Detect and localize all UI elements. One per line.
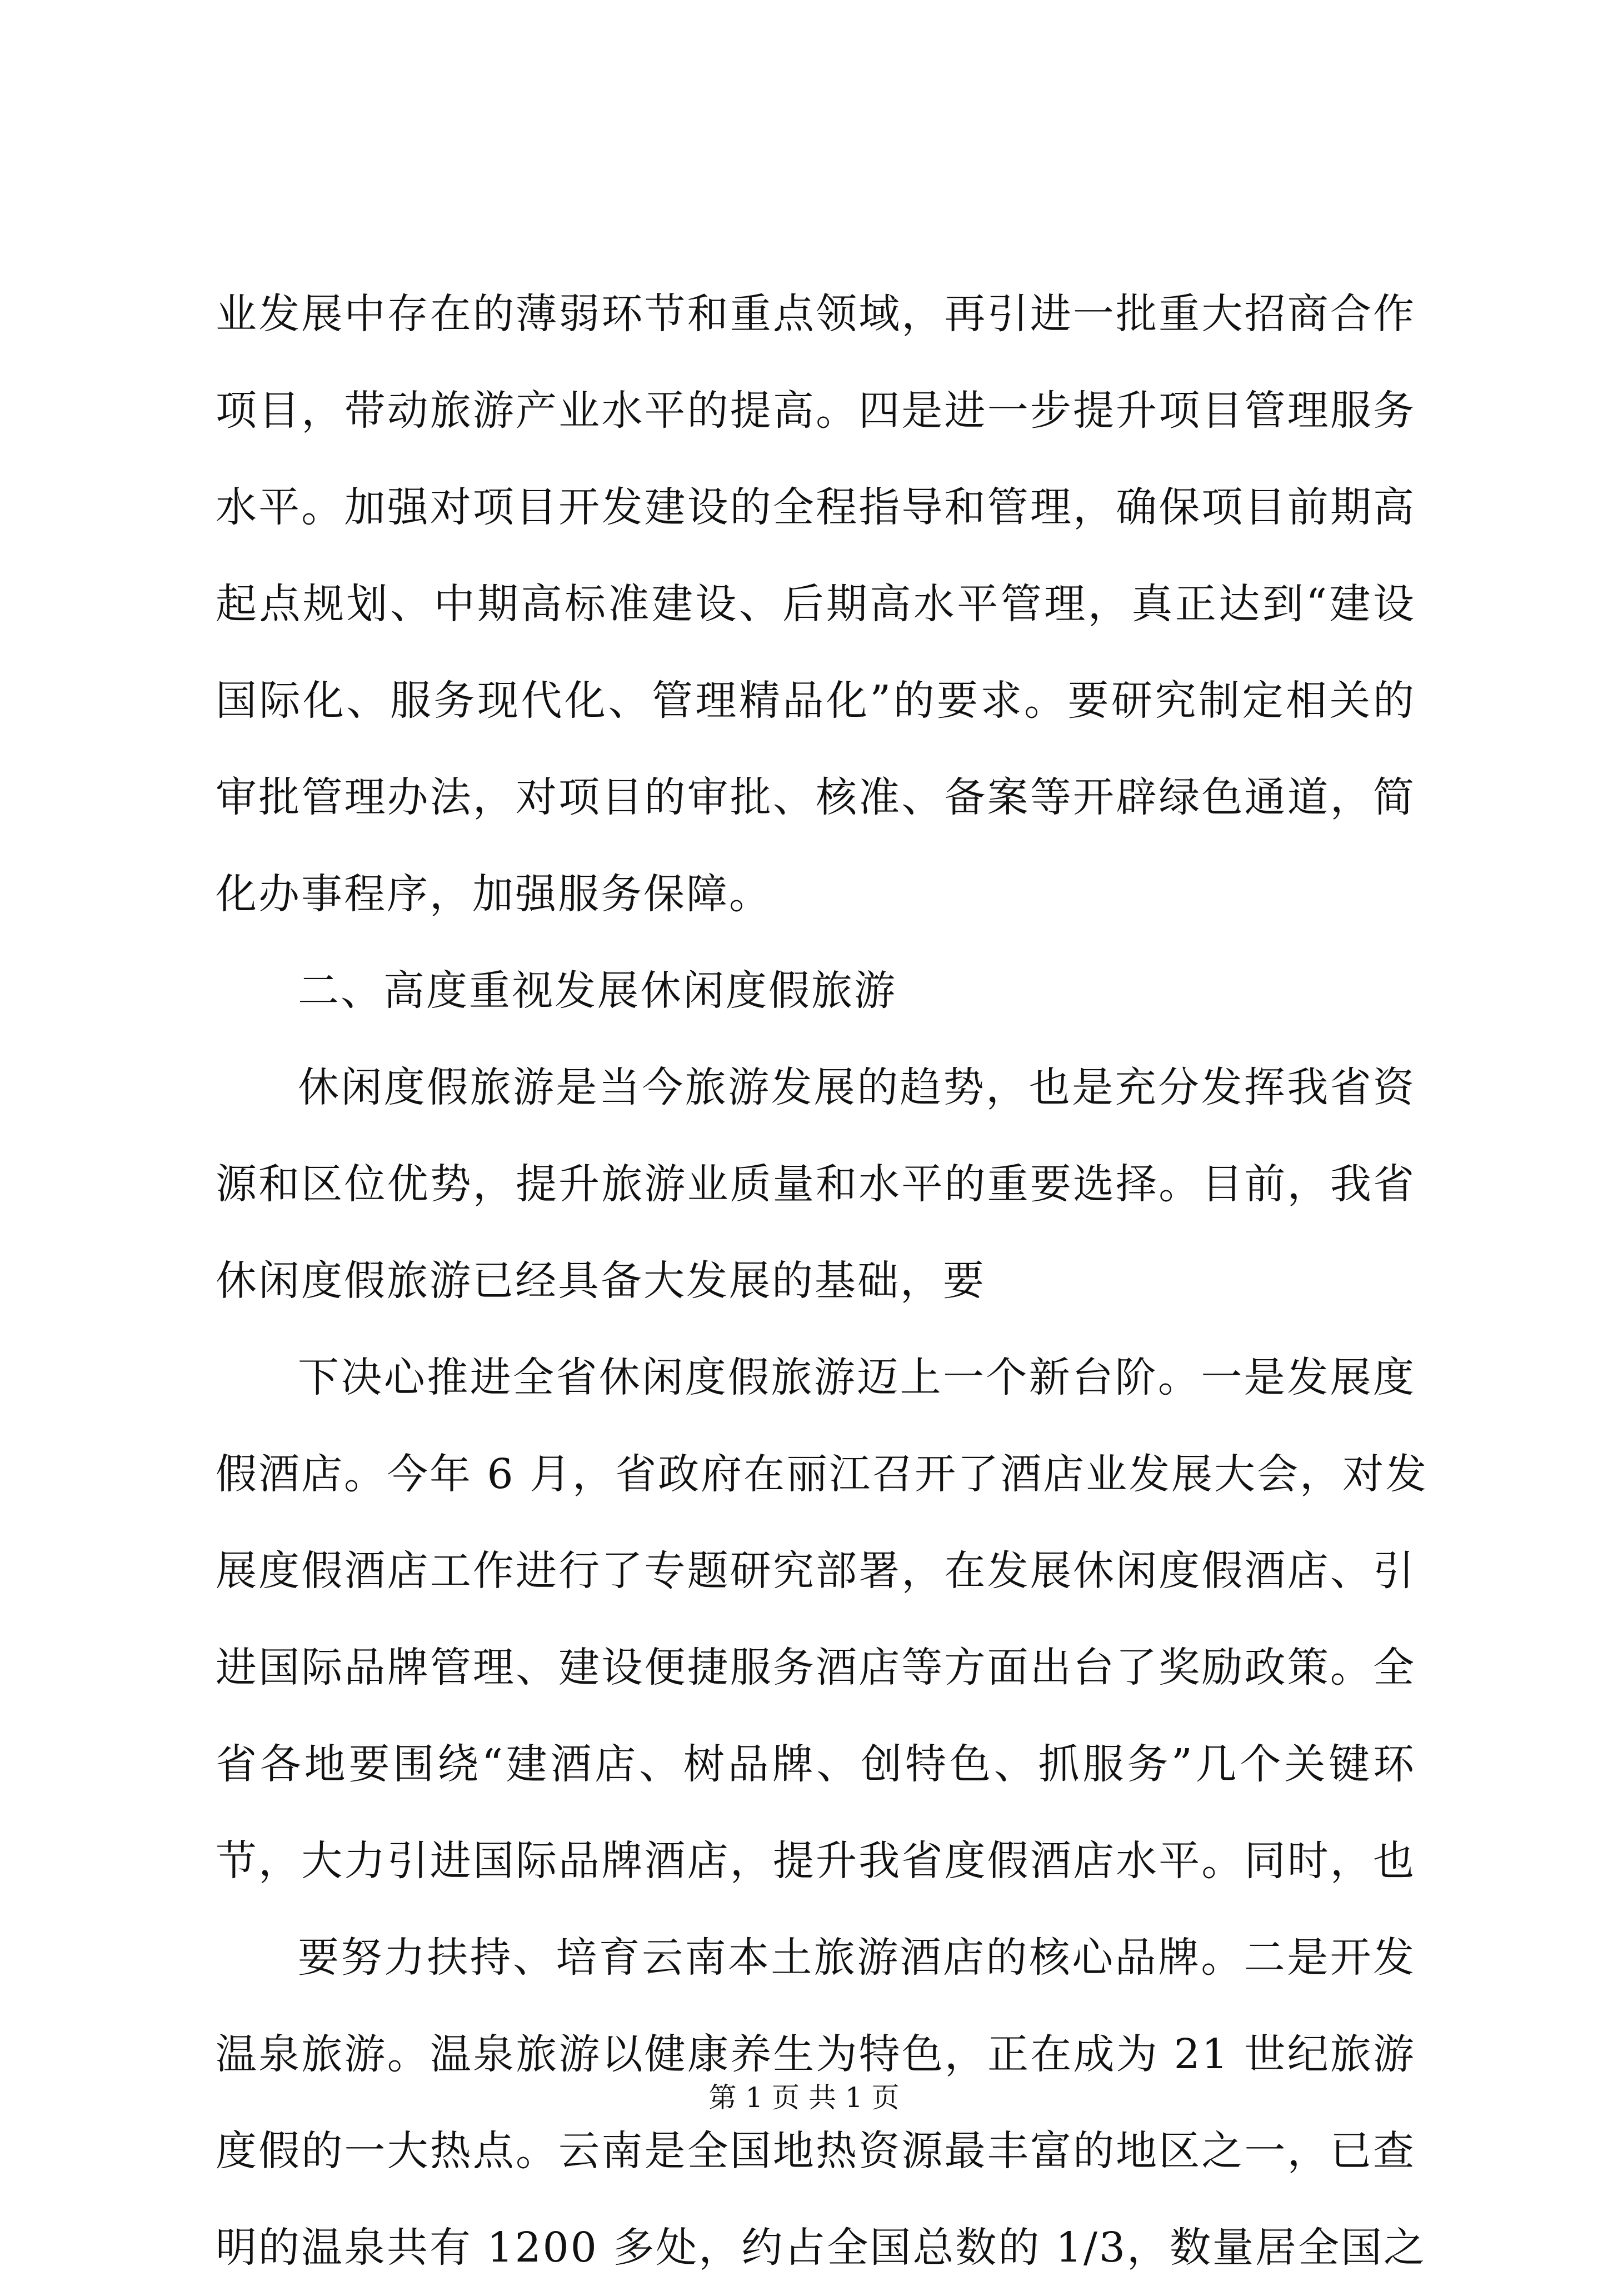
- text-line: 审批管理办法，对项目的审批、核准、备案等开辟绿色通道，简: [216, 773, 1416, 821]
- text-line: 业发展中存在的薄弱环节和重点领域，再引进一批重大招商合作: [216, 290, 1416, 338]
- text-line: 下决心推进全省休闲度假旅游迈上一个新台阶。一是发展度: [298, 1354, 1416, 1401]
- text-line: 水平。加强对项目开发建设的全程指导和管理，确保项目前期高: [216, 483, 1416, 531]
- text-line: 展度假酒店工作进行了专题研究部署，在发展休闲度假酒店、引: [216, 1547, 1416, 1595]
- document-body: [216, 266, 1429, 2296]
- text-line: 国际化、服务现代化、管理精品化”的要求。要研究制定相关的: [216, 677, 1416, 725]
- page-number: 第 1 页 共 1 页: [708, 2082, 900, 2114]
- text-line: 项目，带动旅游产业水平的提高。四是进一步提升项目管理服务: [216, 387, 1416, 435]
- text-line: 要努力扶持、培育云南本土旅游酒店的核心品牌。二是开发: [298, 1934, 1416, 1981]
- text-line: 温泉旅游。温泉旅游以健康养生为特色，正在成为 21 世纪旅游: [216, 2030, 1416, 2078]
- text-line: 省各地要围绕“建酒店、树品牌、创特色、抓服务”几个关键环: [216, 1740, 1416, 1788]
- text-line: 假酒店。今年 6 月，省政府在丽江召开了酒店业发展大会，对发: [216, 1450, 1429, 1498]
- text-line: 化办事程序，加强服务保障。: [216, 870, 772, 918]
- section-heading: 二、高度重视发展休闲度假旅游: [298, 967, 897, 1015]
- text-line: 节，大力引进国际品牌酒店，提升我省度假酒店水平。同时，也: [216, 1837, 1416, 1885]
- text-line: 起点规划、中期高标准建设、后期高水平管理，真正达到“建设: [216, 580, 1416, 628]
- text-line: 进国际品牌管理、建设便捷服务酒店等方面出台了奖励政策。全: [216, 1644, 1416, 1691]
- text-line: 休闲度假旅游已经具备大发展的基础，要: [216, 1257, 986, 1305]
- text-line: 源和区位优势，提升旅游业质量和水平的重要选择。目前，我省: [216, 1160, 1416, 1208]
- text-line: 度假的一大热点。云南是全国地热资源最丰富的地区之一，已查: [216, 2127, 1416, 2175]
- text-line: 明的温泉共有 1200 多处，约占全国总数的 1/3，数量居全国之: [216, 2224, 1426, 2272]
- text-line: 休闲度假旅游是当今旅游发展的趋势，也是充分发挥我省资: [298, 1064, 1416, 1111]
